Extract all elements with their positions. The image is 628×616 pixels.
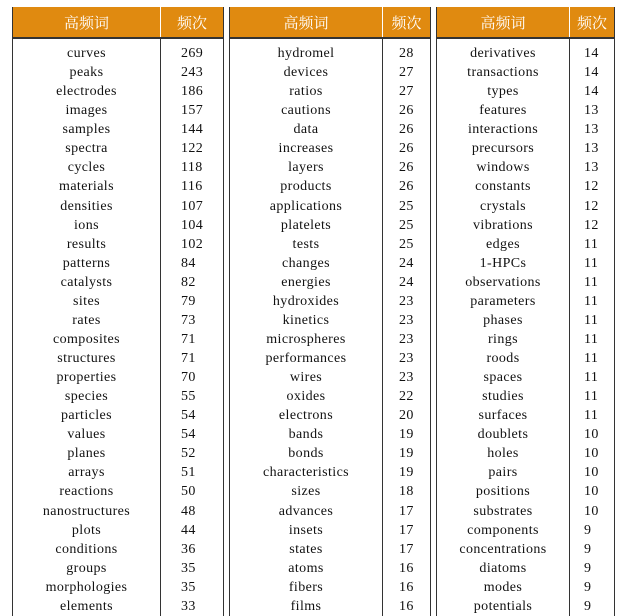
word-cell: arrays bbox=[68, 465, 105, 481]
table-row bbox=[13, 349, 224, 368]
header-count: 频次 bbox=[383, 7, 431, 38]
count-cell: 11 bbox=[570, 387, 615, 406]
count-cell: 116 bbox=[161, 177, 224, 196]
word-cell: devices bbox=[283, 65, 329, 81]
word-cell: morphologies bbox=[45, 579, 128, 595]
count-cell: 269 bbox=[161, 38, 224, 63]
word-cell: precursors bbox=[471, 141, 535, 157]
table-row bbox=[437, 38, 615, 63]
count-cell: 18 bbox=[383, 482, 431, 501]
header-count: 频次 bbox=[570, 7, 615, 38]
word-cell: holes bbox=[487, 446, 519, 462]
table-row bbox=[13, 502, 224, 521]
table-row bbox=[437, 406, 615, 425]
count-cell: 9 bbox=[570, 559, 615, 578]
word-cell: results bbox=[66, 236, 107, 252]
count-cell: 25 bbox=[383, 197, 431, 216]
word-cell: bonds bbox=[288, 446, 324, 462]
table-header-row bbox=[13, 7, 224, 38]
table-row bbox=[437, 463, 615, 482]
count-cell: 11 bbox=[570, 368, 615, 387]
table-row bbox=[230, 82, 431, 101]
word-cell: sizes bbox=[291, 484, 321, 500]
table-row bbox=[230, 311, 431, 330]
word-cell: rings bbox=[488, 331, 518, 347]
word-cell: electrodes bbox=[56, 84, 117, 100]
word-cell: species bbox=[64, 389, 109, 405]
word-cell: bands bbox=[288, 427, 324, 443]
count-cell: 104 bbox=[161, 216, 224, 235]
count-cell: 54 bbox=[161, 425, 224, 444]
table-row bbox=[13, 254, 224, 273]
count-cell: 13 bbox=[570, 158, 615, 177]
count-cell: 10 bbox=[570, 482, 615, 501]
table-row bbox=[13, 444, 224, 463]
count-cell: 44 bbox=[161, 521, 224, 540]
word-frequency-table-3 bbox=[436, 7, 615, 616]
table-row bbox=[437, 120, 615, 139]
count-cell: 107 bbox=[161, 197, 224, 216]
count-cell: 14 bbox=[570, 63, 615, 82]
table-row bbox=[230, 63, 431, 82]
table-row bbox=[230, 101, 431, 120]
count-cell: 17 bbox=[383, 540, 431, 559]
table-header-row bbox=[437, 7, 615, 38]
table-row bbox=[13, 368, 224, 387]
table-row bbox=[437, 139, 615, 158]
count-cell: 186 bbox=[161, 82, 224, 101]
table-row bbox=[13, 139, 224, 158]
table-row bbox=[437, 387, 615, 406]
word-cell: applications bbox=[269, 198, 343, 214]
table-row bbox=[437, 521, 615, 540]
word-cell: materials bbox=[59, 179, 114, 195]
word-cell: hydroxides bbox=[272, 293, 340, 309]
count-cell: 23 bbox=[383, 349, 431, 368]
table-row bbox=[13, 273, 224, 292]
word-cell: elements bbox=[60, 598, 113, 614]
count-cell: 26 bbox=[383, 158, 431, 177]
word-cell: parameters bbox=[470, 293, 536, 309]
count-cell: 11 bbox=[570, 349, 615, 368]
count-cell: 11 bbox=[570, 406, 615, 425]
word-cell: particles bbox=[60, 408, 113, 424]
word-cell: potentials bbox=[473, 598, 533, 614]
table-row bbox=[230, 559, 431, 578]
word-cell: edges bbox=[486, 236, 520, 252]
word-cell: pairs bbox=[488, 465, 518, 481]
table-row bbox=[437, 235, 615, 254]
count-cell: 12 bbox=[570, 216, 615, 235]
word-cell: electrons bbox=[278, 408, 334, 424]
word-cell: insets bbox=[288, 522, 324, 538]
word-cell: rates bbox=[72, 312, 101, 328]
count-cell: 25 bbox=[383, 235, 431, 254]
table-row bbox=[230, 292, 431, 311]
count-cell: 20 bbox=[383, 406, 431, 425]
table-row bbox=[230, 330, 431, 349]
word-cell: positions bbox=[475, 484, 531, 500]
word-cell: energies bbox=[281, 274, 331, 290]
word-cell: observations bbox=[465, 274, 541, 290]
word-cell: densities bbox=[60, 198, 113, 214]
word-cell: derivatives bbox=[470, 46, 536, 62]
table-row bbox=[230, 387, 431, 406]
table-row bbox=[437, 158, 615, 177]
count-cell: 19 bbox=[383, 425, 431, 444]
word-frequency-table-2 bbox=[229, 7, 431, 616]
count-cell: 71 bbox=[161, 330, 224, 349]
word-cell: properties bbox=[56, 370, 117, 386]
header-count: 频次 bbox=[161, 7, 224, 38]
table-row bbox=[230, 139, 431, 158]
word-cell: vibrations bbox=[473, 217, 533, 233]
table-row bbox=[437, 63, 615, 82]
count-cell: 23 bbox=[383, 311, 431, 330]
table-row bbox=[13, 425, 224, 444]
word-cell: modes bbox=[483, 579, 523, 595]
table-row bbox=[13, 559, 224, 578]
header-word: 高频词 bbox=[437, 7, 570, 38]
word-cell: hydromel bbox=[277, 46, 335, 62]
word-cell: cautions bbox=[281, 103, 331, 119]
header-word: 高频词 bbox=[13, 7, 161, 38]
table-row bbox=[13, 311, 224, 330]
word-cell: sites bbox=[73, 293, 100, 309]
count-cell: 35 bbox=[161, 578, 224, 597]
table-row bbox=[13, 235, 224, 254]
word-cell: platelets bbox=[280, 217, 332, 233]
table-row bbox=[13, 482, 224, 501]
table-row bbox=[437, 82, 615, 101]
table-row bbox=[437, 502, 615, 521]
count-cell: 243 bbox=[161, 63, 224, 82]
table-row bbox=[437, 197, 615, 216]
table-row bbox=[230, 444, 431, 463]
count-cell: 51 bbox=[161, 463, 224, 482]
table-row bbox=[13, 463, 224, 482]
table-row bbox=[230, 368, 431, 387]
word-cell: spectra bbox=[65, 141, 108, 157]
table-row bbox=[437, 273, 615, 292]
table-row bbox=[13, 521, 224, 540]
table-row bbox=[230, 597, 431, 616]
table-row bbox=[13, 120, 224, 139]
count-cell: 157 bbox=[161, 101, 224, 120]
count-cell: 27 bbox=[383, 82, 431, 101]
count-cell: 10 bbox=[570, 425, 615, 444]
count-cell: 17 bbox=[383, 502, 431, 521]
word-cell: types bbox=[487, 84, 519, 100]
table-row bbox=[437, 177, 615, 196]
count-cell: 35 bbox=[161, 559, 224, 578]
count-cell: 24 bbox=[383, 273, 431, 292]
count-cell: 25 bbox=[383, 216, 431, 235]
table-row bbox=[230, 578, 431, 597]
word-cell: plots bbox=[71, 522, 102, 538]
word-cell: changes bbox=[282, 255, 330, 271]
word-cell: values bbox=[67, 427, 106, 443]
word-cell: atoms bbox=[288, 560, 324, 576]
word-cell: curves bbox=[67, 46, 106, 62]
word-cell: conditions bbox=[55, 541, 118, 557]
table-row bbox=[230, 235, 431, 254]
table-row bbox=[13, 158, 224, 177]
count-cell: 22 bbox=[383, 387, 431, 406]
count-cell: 79 bbox=[161, 292, 224, 311]
table-row bbox=[437, 292, 615, 311]
word-cell: kinetics bbox=[282, 312, 330, 328]
word-cell: samples bbox=[62, 122, 111, 138]
table-row bbox=[13, 38, 224, 63]
count-cell: 33 bbox=[161, 597, 224, 616]
table-row bbox=[230, 463, 431, 482]
table-row bbox=[437, 597, 615, 616]
table-row bbox=[230, 502, 431, 521]
count-cell: 10 bbox=[570, 444, 615, 463]
count-cell: 14 bbox=[570, 38, 615, 63]
word-cell: layers bbox=[288, 160, 324, 176]
count-cell: 144 bbox=[161, 120, 224, 139]
word-cell: windows bbox=[476, 160, 530, 176]
table-row bbox=[437, 368, 615, 387]
word-cell: catalysts bbox=[60, 274, 113, 290]
table-row bbox=[437, 540, 615, 559]
table-row bbox=[437, 349, 615, 368]
word-cell: microspheres bbox=[266, 331, 346, 347]
count-cell: 27 bbox=[383, 63, 431, 82]
count-cell: 23 bbox=[383, 330, 431, 349]
word-cell: crystals bbox=[480, 198, 526, 214]
table-row bbox=[13, 578, 224, 597]
count-cell: 26 bbox=[383, 139, 431, 158]
table-row bbox=[13, 292, 224, 311]
count-cell: 9 bbox=[570, 521, 615, 540]
count-cell: 11 bbox=[570, 235, 615, 254]
word-cell: products bbox=[280, 179, 332, 195]
count-cell: 10 bbox=[570, 463, 615, 482]
table-row bbox=[437, 254, 615, 273]
word-cell: studies bbox=[482, 389, 524, 405]
count-cell: 12 bbox=[570, 177, 615, 196]
count-cell: 13 bbox=[570, 139, 615, 158]
count-cell: 71 bbox=[161, 349, 224, 368]
word-cell: composites bbox=[53, 331, 120, 347]
count-cell: 118 bbox=[161, 158, 224, 177]
count-cell: 122 bbox=[161, 139, 224, 158]
table-row bbox=[13, 82, 224, 101]
table-row bbox=[13, 330, 224, 349]
count-cell: 17 bbox=[383, 521, 431, 540]
word-cell: characteristics bbox=[262, 465, 350, 481]
word-cell: cycles bbox=[67, 160, 106, 176]
count-cell: 54 bbox=[161, 406, 224, 425]
word-cell: surfaces bbox=[478, 408, 528, 424]
word-cell: spaces bbox=[483, 370, 523, 386]
count-cell: 12 bbox=[570, 197, 615, 216]
table-row bbox=[437, 425, 615, 444]
table-row bbox=[437, 330, 615, 349]
count-cell: 84 bbox=[161, 254, 224, 273]
word-cell: ratios bbox=[289, 84, 323, 100]
count-cell: 23 bbox=[383, 368, 431, 387]
word-cell: reactions bbox=[59, 484, 114, 500]
count-cell: 102 bbox=[161, 235, 224, 254]
word-cell: tests bbox=[292, 236, 320, 252]
table-row bbox=[13, 387, 224, 406]
table-row bbox=[437, 311, 615, 330]
word-cell: wires bbox=[289, 370, 323, 386]
count-cell: 50 bbox=[161, 482, 224, 501]
word-cell: transactions bbox=[467, 65, 539, 81]
table-row bbox=[13, 197, 224, 216]
count-cell: 55 bbox=[161, 387, 224, 406]
count-cell: 11 bbox=[570, 330, 615, 349]
table-row bbox=[437, 216, 615, 235]
word-cell: performances bbox=[265, 351, 347, 367]
word-cell: oxides bbox=[286, 389, 326, 405]
table-header-row bbox=[230, 7, 431, 38]
table-row bbox=[437, 578, 615, 597]
word-cell: fibers bbox=[288, 579, 324, 595]
table-row bbox=[230, 482, 431, 501]
word-cell: roods bbox=[486, 351, 520, 367]
table-row bbox=[437, 559, 615, 578]
count-cell: 19 bbox=[383, 444, 431, 463]
table-row bbox=[13, 540, 224, 559]
count-cell: 26 bbox=[383, 101, 431, 120]
table-row bbox=[230, 540, 431, 559]
word-cell: films bbox=[290, 598, 322, 614]
word-cell: substrates bbox=[473, 503, 533, 519]
count-cell: 9 bbox=[570, 597, 615, 616]
count-cell: 26 bbox=[383, 177, 431, 196]
table-row bbox=[230, 38, 431, 63]
table-row bbox=[230, 349, 431, 368]
count-cell: 73 bbox=[161, 311, 224, 330]
count-cell: 11 bbox=[570, 273, 615, 292]
count-cell: 19 bbox=[383, 463, 431, 482]
count-cell: 48 bbox=[161, 502, 224, 521]
table-row bbox=[230, 216, 431, 235]
count-cell: 10 bbox=[570, 502, 615, 521]
word-cell: concentrations bbox=[459, 541, 547, 557]
table-row bbox=[230, 521, 431, 540]
table-row bbox=[230, 197, 431, 216]
table-row bbox=[230, 406, 431, 425]
count-cell: 13 bbox=[570, 120, 615, 139]
count-cell: 28 bbox=[383, 38, 431, 63]
table-row bbox=[230, 254, 431, 273]
table-row bbox=[230, 425, 431, 444]
table-row bbox=[13, 216, 224, 235]
table-row bbox=[230, 177, 431, 196]
count-cell: 11 bbox=[570, 311, 615, 330]
table-row bbox=[13, 63, 224, 82]
table-row bbox=[13, 406, 224, 425]
count-cell: 16 bbox=[383, 578, 431, 597]
count-cell: 14 bbox=[570, 82, 615, 101]
word-cell: planes bbox=[67, 446, 106, 462]
count-cell: 52 bbox=[161, 444, 224, 463]
word-cell: 1-HPCs bbox=[479, 255, 527, 271]
table-row bbox=[437, 101, 615, 120]
word-cell: nanostructures bbox=[42, 503, 131, 519]
word-cell: doublets bbox=[477, 427, 529, 443]
word-cell: diatoms bbox=[479, 560, 527, 576]
word-cell: data bbox=[293, 122, 319, 138]
table-row bbox=[230, 273, 431, 292]
count-cell: 9 bbox=[570, 540, 615, 559]
word-cell: ions bbox=[74, 217, 99, 233]
word-cell: states bbox=[289, 541, 323, 557]
word-cell: structures bbox=[57, 351, 116, 367]
word-cell: features bbox=[479, 103, 527, 119]
table-row bbox=[13, 177, 224, 196]
table-row bbox=[230, 120, 431, 139]
word-cell: images bbox=[65, 103, 108, 119]
word-cell: groups bbox=[66, 560, 107, 576]
count-cell: 11 bbox=[570, 292, 615, 311]
word-frequency-table-1 bbox=[12, 7, 224, 616]
word-cell: components bbox=[467, 522, 539, 538]
count-cell: 16 bbox=[383, 597, 431, 616]
count-cell: 70 bbox=[161, 368, 224, 387]
count-cell: 36 bbox=[161, 540, 224, 559]
word-cell: increases bbox=[278, 141, 334, 157]
word-cell: peaks bbox=[69, 65, 104, 81]
table-row bbox=[437, 482, 615, 501]
table-row bbox=[230, 158, 431, 177]
table-row bbox=[437, 444, 615, 463]
word-cell: advances bbox=[278, 503, 334, 519]
word-cell: patterns bbox=[62, 255, 111, 271]
count-cell: 9 bbox=[570, 578, 615, 597]
word-cell: interactions bbox=[467, 122, 539, 138]
header-word: 高频词 bbox=[230, 7, 383, 38]
table-row bbox=[13, 597, 224, 616]
word-cell: constants bbox=[475, 179, 531, 195]
count-cell: 11 bbox=[570, 254, 615, 273]
frequency-tables bbox=[12, 7, 612, 616]
count-cell: 82 bbox=[161, 273, 224, 292]
count-cell: 23 bbox=[383, 292, 431, 311]
word-cell: phases bbox=[483, 312, 523, 328]
count-cell: 24 bbox=[383, 254, 431, 273]
count-cell: 16 bbox=[383, 559, 431, 578]
count-cell: 26 bbox=[383, 120, 431, 139]
count-cell: 13 bbox=[570, 101, 615, 120]
table-row bbox=[13, 101, 224, 120]
